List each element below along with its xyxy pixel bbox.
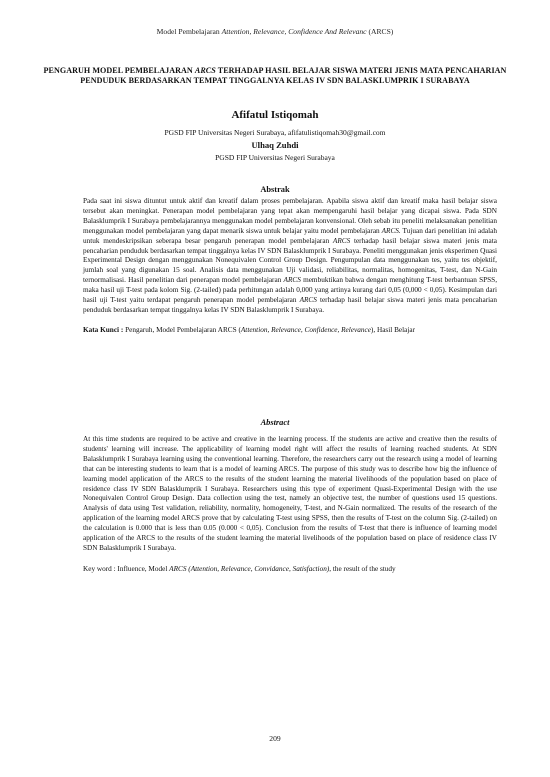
abstrak-text-4: membuktikan bahwa dengan menghitung T-test berbantuan SPSS, maka hasil uji T-test pada kolom Sig. (2-tailed) pada perhitungan adalah 0,000 yang artinya kurang dari 0,05 (0,000 < 0,05). Kesimpulan dari hasil uji T-test yaitu terdapat pengaruh penerapan model pembelajaran [83,276,498,305]
abstrak-text-1: Pada saat ini siswa dituntut untuk aktif dan kreatif dalam proses pembelajaran. Apabila siswa aktif dan kreatif maka hasil belajar siswa tersebut akan meningkat. Penerapan model pembelajaran yang tepat akan mempengaruhi hasil belajar yang dicapai siswa. Pada SDN Balasklumprik I Surabaya pembelajarannya menggunakan model pembelajaran konvensional. Oleh sebab itu peneliti melaksanakan penelitian menggunakan model pembelajaran yang dapat menarik siswa untuk belajar yaitu model pembelajaran [83,197,497,235]
kata-kunci-italic: Attention, Relevance, Confidence, Relevance [240,326,371,334]
key-words-text-2: , the result of the study [329,565,396,573]
kata-kunci-text-1: Pengaruh, Model Pembelajaran ARCS ( [123,326,241,334]
abstrak-italic-4: ARCS [299,296,317,305]
abstrak-text-5: terhadap hasil belajar siswa materi jenis mata pencaharian penduduk berdasarkan tempat tinggalnya kelas IV SDN Balasklumprik I Surabaya. [83,296,498,314]
running-header-italic: Attention, Relevance, Confidence And Relevanc [221,27,367,36]
kata-kunci-label: Kata Kunci : [83,326,124,334]
author-2-name: Ulhaq Zuhdi [251,140,299,150]
abstract-body: At this time students are required to be active and creative in the learning process. If the students are active and creative then the results of students' learning will increase. The applicability of learning model right will affect the results of learning reached students. At SDN Balasklumprik I Surabaya learning using the conventional learning. Therefore, the researchers carry out the research using a model of learning that can be interesting students to learn that is a model of learning ARCS. The purpose of this study was to describe how big the influence of learning model application of the ARCS to the results of the student learning the material livelihoods of the population based on place of residence class IV SDN Balasklumprik I Surabaya. Researchers using this type of experiment Quasi-Experimental Design with the use Nonequivalen Control Group Design. Data collection using the test, namely an objective test, the number of questions used 15 questions. Analysis of data using Test validation, reliability, normality, homogeneity, T-test, and N-Gain normalized. The results of the research of the application of the learning model ARCS prove that by calculating T-test using SPSS, then the results of T-test on the column Sig. (2-tailed) on the calculation is 0.000 that is less than 0.05 (0.000 < 0,05). Conclusion from the results of T-test that there is influence of learning model application of the ARCS to the results of the student learning the material livelihoods of the population based on place of residence class IV SDN Balasklumprik I Surabaya. [83,435,497,552]
running-header-suffix: (ARCS) [366,27,394,36]
abstrak-italic-3: ARCS [283,276,301,285]
abstrak-heading: Abstrak [260,185,290,194]
key-words-italic: ARCS (Attention, Relevance, Convidance, Satisfaction) [169,565,330,573]
key-words [83,564,497,574]
abstrak-italic-1: ARCS. [381,226,401,235]
author-1-affiliation: PGSD FIP Universitas Negeri Surabaya, afifatulistiqomah30@gmail.com [164,128,386,137]
kata-kunci [83,325,497,335]
paper-title [40,66,510,86]
key-words-text-1: Key word : Influence, Model [83,565,170,573]
abstrak-italic-2: ARCS [332,236,351,245]
abstrak-text-2: Tujuan dari penelitian ini adalah untuk mendeskripsikan seberapa besar pengaruh penerapan model pembelajaran [83,226,497,245]
page-number: 209 [269,734,281,743]
title-part-2: TERHADAP HASIL BELAJAR SISWA MATERI JENIS MATA PENCAHARIAN PENDUDUK BERDASARKAN TEMPAT TINGGALNYA KELAS IV SDN BALASKLUMPRIK I SURABAYA [80,66,507,85]
author-1-name: Afifatul Istiqomah [231,109,319,121]
title-italic: ARCS [194,66,216,75]
kata-kunci-text-2: ), Hasil Belajar [370,326,416,334]
abstrak-text-3: terhadap hasil belajar siswa materi jenis mata pencaharian penduduk berdasarkan tempat tinggalnya kelas IV SDN Balasklumprik I Surabaya. Peneliti menggunakan jenis eksperimen Quasi Experimental Design dengan menggunakan Nonequivalen Control Group Design. Pengumpulan data menggunakan tes, yaitu tes objektif, jumlah soal yang digunakan 15 soal. Analisis data menggunakan Uji validasi, reliabilitas, normalitas, homogenitas, T-test, dan N-Gain ternormalisasi. Hasil penelitian dari penerapan model pembelajaran [83,236,497,285]
author-2-affiliation: PGSD FIP Universitas Negeri Surabaya [215,153,335,162]
title-part-1: PENGARUH MODEL PEMBELAJARAN [43,66,195,75]
running-header [0,27,550,36]
abstrak-body [83,197,497,316]
running-header-prefix: Model Pembelajaran [156,27,222,36]
abstract-heading: Abstract [260,418,290,427]
